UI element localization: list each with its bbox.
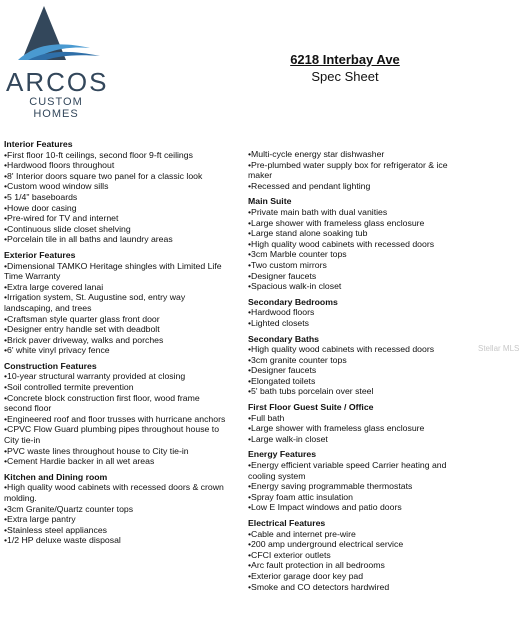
section-title: Interior Features xyxy=(4,139,73,149)
section-title: Exterior Features xyxy=(4,249,76,260)
section-title: Construction Features xyxy=(4,360,97,371)
spec-item: • CFCI exterior outlets xyxy=(248,550,463,561)
spec-item: • Spacious walk-in closet xyxy=(248,281,463,292)
spec-item: • PVC waste lines throughout house to City tie-in xyxy=(4,446,226,457)
spec-section xyxy=(248,449,463,513)
document-title: Spec Sheet xyxy=(311,69,379,84)
spec-item: • Porcelain tile in all baths and laundry areas xyxy=(4,234,226,245)
brand-subtitle: CUSTOM HOMES xyxy=(29,96,83,120)
spec-item: • Designer entry handle set with deadbolt xyxy=(4,324,226,335)
spec-item: • 10-year structural warranty provided at closing xyxy=(4,371,226,382)
spec-item: • 5' bath tubs porcelain over steel xyxy=(248,386,463,397)
spec-item: • High quality wood cabinets with recessed doors & crown molding. xyxy=(4,482,226,503)
spec-section xyxy=(4,472,226,546)
spec-item: • 200 amp underground electrical service xyxy=(248,539,463,550)
spec-item: • Howe door casing xyxy=(4,203,226,214)
spec-item: • Cement Hardie backer in all wet areas xyxy=(4,456,226,467)
spec-item: • Energy efficient variable speed Carrier heating and cooling system xyxy=(248,460,463,481)
spec-item: • Extra large covered lanai xyxy=(4,282,226,293)
right-column xyxy=(248,149,463,597)
spec-item: • Soil controlled termite prevention xyxy=(4,382,226,393)
spec-section xyxy=(248,402,463,444)
spec-item: • Hardwood floors throughout xyxy=(4,160,226,171)
brand-name: ARCOS xyxy=(6,67,109,97)
spec-item: • Stainless steel appliances xyxy=(4,525,226,536)
spec-item: • Full bath xyxy=(248,413,463,424)
spec-item: • Smoke and CO detectors hardwired xyxy=(248,582,463,593)
spec-section xyxy=(4,250,226,356)
title-block xyxy=(265,52,425,85)
spec-section xyxy=(4,139,226,245)
spec-item: • Private main bath with dual vanities xyxy=(248,207,463,218)
spec-item: • Custom wood window sills xyxy=(4,181,226,192)
spec-item: • Continuous slide closet shelving xyxy=(4,224,226,235)
spec-section xyxy=(248,334,463,398)
spec-item: • Brick paver driveway, walks and porches xyxy=(4,335,226,346)
brand xyxy=(6,67,109,120)
spec-section xyxy=(248,196,463,291)
spec-item: • Large stand alone soaking tub xyxy=(248,228,463,239)
spec-item: • Pre-plumbed water supply box for refrigerator & ice maker xyxy=(248,160,463,181)
spec-item: • 8' Interior doors square two panel for a classic look xyxy=(4,171,226,182)
spec-item: • Dimensional TAMKO Heritage shingles with Limited Life Time Warranty xyxy=(4,261,226,282)
spec-item: • Pre-wired for TV and internet xyxy=(4,213,226,224)
spec-section xyxy=(248,518,463,592)
spec-item: • 3cm Marble counter tops xyxy=(248,249,463,260)
spec-item: • Two custom mirrors xyxy=(248,260,463,271)
spec-item: • Designer faucets xyxy=(248,365,463,376)
section-title: Main Suite xyxy=(248,196,292,207)
spec-item: • Energy saving programmable thermostats xyxy=(248,481,463,492)
spec-section xyxy=(4,361,226,467)
spec-item: • High quality wood cabinets with recessed doors xyxy=(248,239,463,250)
watermark: Stellar MLS xyxy=(478,344,520,353)
spec-item: • 5 1/4" baseboards xyxy=(4,192,226,203)
spec-item: • Concrete block construction first floor, wood frame second floor xyxy=(4,393,226,414)
spec-item: • CPVC Flow Guard plumbing pipes throughout house to City tie-in xyxy=(4,424,226,445)
spec-item: • Lighted closets xyxy=(248,318,463,329)
spec-item: • Designer faucets xyxy=(248,271,463,282)
spec-item: • Large shower with frameless glass enclosure xyxy=(248,423,463,434)
property-address: 6218 Interbay Ave xyxy=(290,52,400,67)
section-title: Secondary Bedrooms xyxy=(248,296,338,307)
section-title: Energy Features xyxy=(248,449,317,460)
spec-item: • 3cm Granite/Quartz counter tops xyxy=(4,504,226,515)
spec-item: • Large walk-in closet xyxy=(248,434,463,445)
section-title: Electrical Features xyxy=(248,518,326,528)
spec-item: • Extra large pantry xyxy=(4,514,226,525)
spec-item: • Exterior garage door key pad xyxy=(248,571,463,582)
spec-item: • Multi-cycle energy star dishwasher xyxy=(248,149,463,160)
spec-item: • Engineered roof and floor trusses with hurricane anchors xyxy=(4,414,226,425)
spec-item: • Elongated toilets xyxy=(248,376,463,387)
spec-item: • Irrigation system, St. Augustine sod, entry way landscaping, and trees xyxy=(4,292,226,313)
spec-item: • 1/2 HP deluxe waste disposal xyxy=(4,535,226,546)
spec-item: • High quality wood cabinets with recessed doors xyxy=(248,344,463,355)
spec-item: • Recessed and pendant lighting xyxy=(248,181,463,192)
section-title: Secondary Baths xyxy=(248,333,319,344)
section-title: First Floor Guest Suite / Office xyxy=(248,402,374,413)
spec-item: • Cable and internet pre-wire xyxy=(248,529,463,540)
spec-item: • Spray foam attic insulation xyxy=(248,492,463,503)
spec-section xyxy=(248,297,463,329)
spec-item: • Low E Impact windows and patio doors xyxy=(248,502,463,513)
left-column xyxy=(4,139,226,551)
spec-item: • Arc fault protection in all bedrooms xyxy=(248,560,463,571)
spec-item: • Hardwood floors xyxy=(248,307,463,318)
spec-item: • 3cm granite counter tops xyxy=(248,355,463,366)
spec-item: • 6' white vinyl privacy fence xyxy=(4,345,226,356)
spec-item: • Large shower with frameless glass enclosure xyxy=(248,218,463,229)
spec-item: • Craftsman style quarter glass front door xyxy=(4,314,226,325)
spec-section xyxy=(248,149,463,191)
section-title: Kitchen and Dining room xyxy=(4,471,108,482)
spec-item: • First floor 10-ft ceilings, second floor 9-ft ceilings xyxy=(4,150,226,161)
